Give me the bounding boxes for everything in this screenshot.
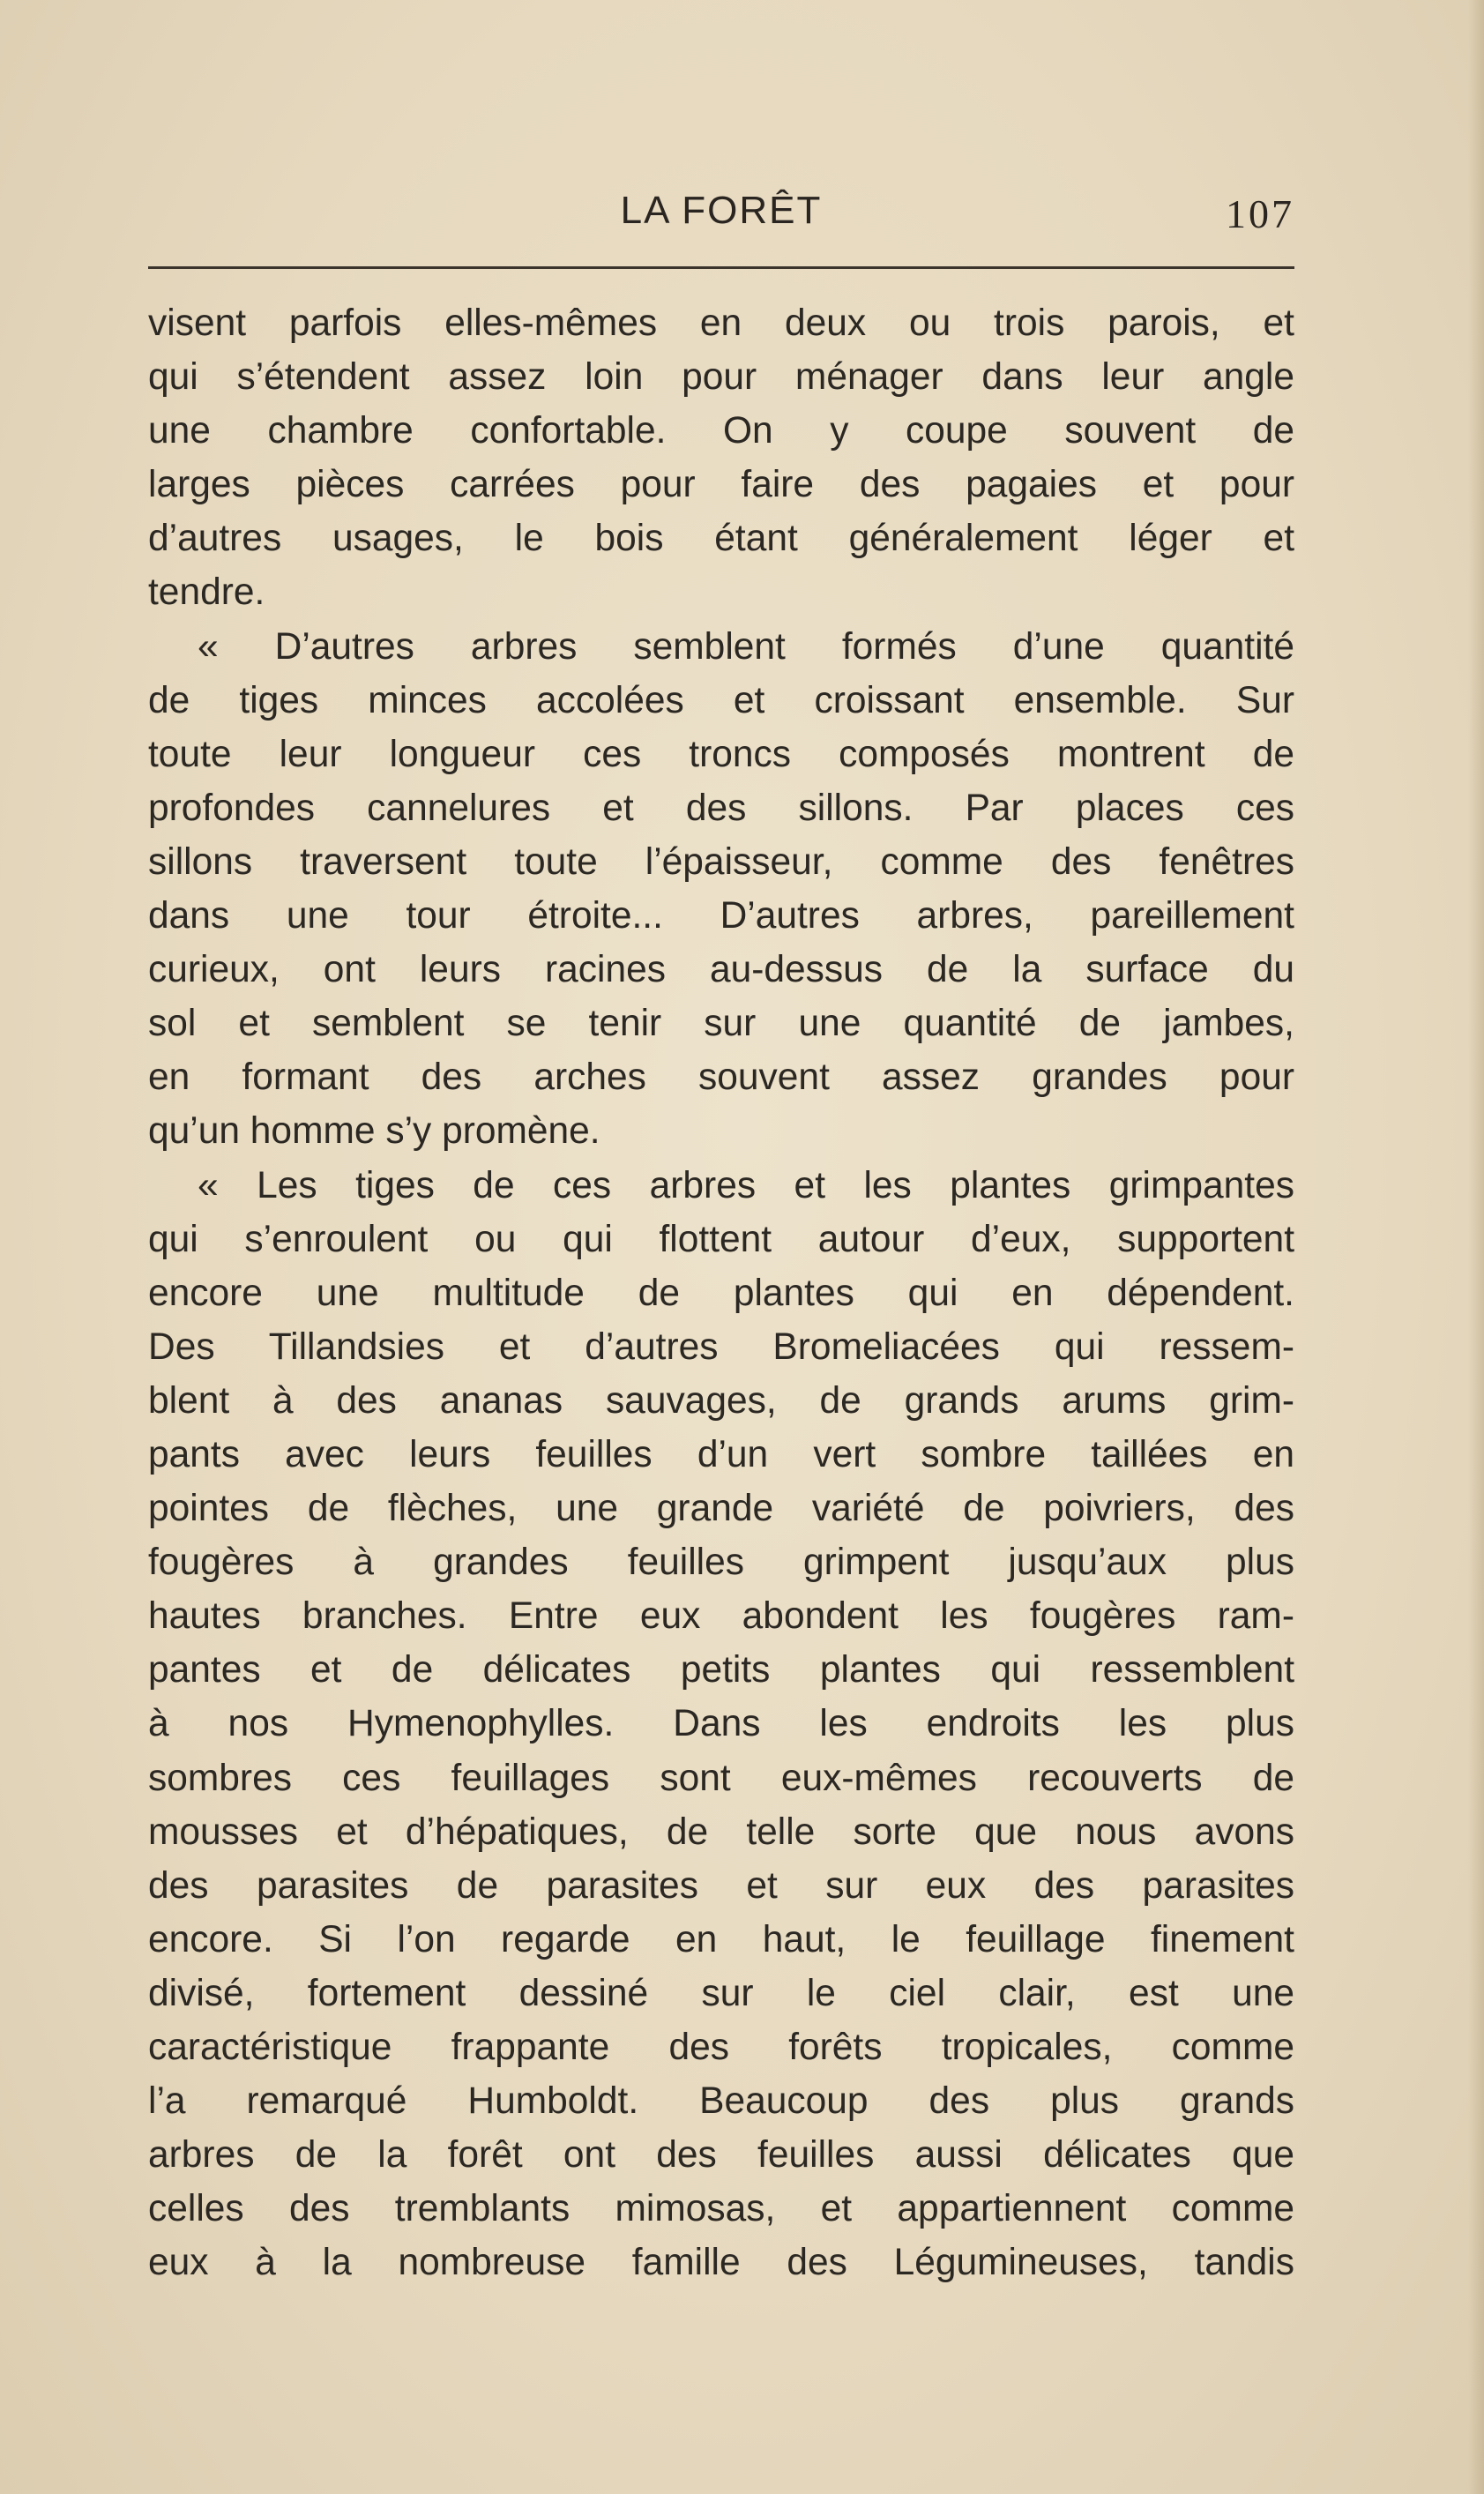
text-line: encore. Si l’on regarde en haut, le feuillage finement [148, 1918, 1294, 1960]
text-line: « D’autres arbres semblent formés d’une quantité [198, 625, 1294, 668]
text-line: hautes branches. Entre eux abondent les fougères ram- [148, 1595, 1294, 1638]
text-line: blent à des ananas sauvages, de grands arums grim- [148, 1379, 1294, 1422]
page-number: 107 [1226, 191, 1294, 236]
running-title: LA FORÊT [620, 189, 823, 232]
text-line: sillons traversent toute l’épaisseur, comme des fenêtres [148, 840, 1294, 883]
text-line: arbres de la forêt ont des feuilles aussi délicates que [148, 2134, 1294, 2177]
page-edge-shadow [1468, 0, 1484, 2494]
text-line: pantes et de délicates petits plantes qui ressemblent [148, 1649, 1294, 1691]
text-line: qui s’étendent assez loin pour ménager dans leur angle [148, 356, 1294, 399]
text-line: Des Tillandsies et d’autres Bromeliacées qui ressem- [148, 1325, 1294, 1368]
text-line: mousses et d’hépatiques, de telle sorte que nous avons [148, 1811, 1294, 1853]
text-line: qu’un homme s’y promène. [148, 1110, 600, 1153]
body-text [148, 296, 1294, 2289]
text-line: « Les tiges de ces arbres et les plantes grimpantes [198, 1164, 1294, 1206]
text-line: pointes de flèches, une grande variété de poivriers, des [148, 1488, 1294, 1530]
text-line: d’autres usages, le bois étant généralement léger et [148, 518, 1294, 560]
text-line: larges pièces carrées pour faire des pagaies et pour [148, 464, 1294, 506]
text-line: visent parfois elles-mêmes en deux ou trois parois, et [148, 302, 1294, 344]
header-rule [148, 266, 1294, 269]
text-line: divisé, fortement dessiné sur le ciel clair, est une [148, 1972, 1294, 2014]
text-line: une chambre confortable. On y coupe souvent de [148, 410, 1294, 452]
text-line: pants avec leurs feuilles d’un vert sombre taillées en [148, 1433, 1294, 1475]
text-line: curieux, ont leurs racines au-dessus de la surface du [148, 949, 1294, 991]
text-line: encore une multitude de plantes qui en dépendent. [148, 1272, 1294, 1314]
text-line: des parasites de parasites et sur eux des parasites [148, 1864, 1294, 1907]
text-line: l’a remarqué Humboldt. Beaucoup des plus grands [148, 2080, 1294, 2123]
text-line: sombres ces feuillages sont eux-mêmes recouverts de [148, 1757, 1294, 1799]
text-line: toute leur longueur ces troncs composés montrent de [148, 733, 1294, 775]
text-line: en formant des arches souvent assez grandes pour [148, 1057, 1294, 1099]
text-line: dans une tour étroite... D’autres arbres, pareillement [148, 895, 1294, 937]
text-line: profondes cannelures et des sillons. Par places ces [148, 787, 1294, 829]
text-line: à nos Hymenophylles. Dans les endroits les plus [148, 1703, 1294, 1745]
text-line: caractéristique frappante des forêts tropicales, comme [148, 2027, 1294, 2068]
text-line: fougères à grandes feuilles grimpent jusqu’aux plus [148, 1542, 1294, 1584]
text-line: qui s’enroulent ou qui flottent autour d’eux, supportent [148, 1218, 1294, 1260]
page-header [148, 189, 1294, 242]
text-line: eux à la nombreuse famille des Légumineuses, tandis [148, 2242, 1294, 2284]
text-line: de tiges minces accolées et croissant ensemble. Sur [148, 679, 1294, 721]
text-line: tendre. [148, 571, 265, 614]
text-line: celles des tremblants mimosas, et appartiennent comme [148, 2188, 1294, 2230]
text-line: sol et semblent se tenir sur une quantité de jambes, [148, 1003, 1294, 1045]
